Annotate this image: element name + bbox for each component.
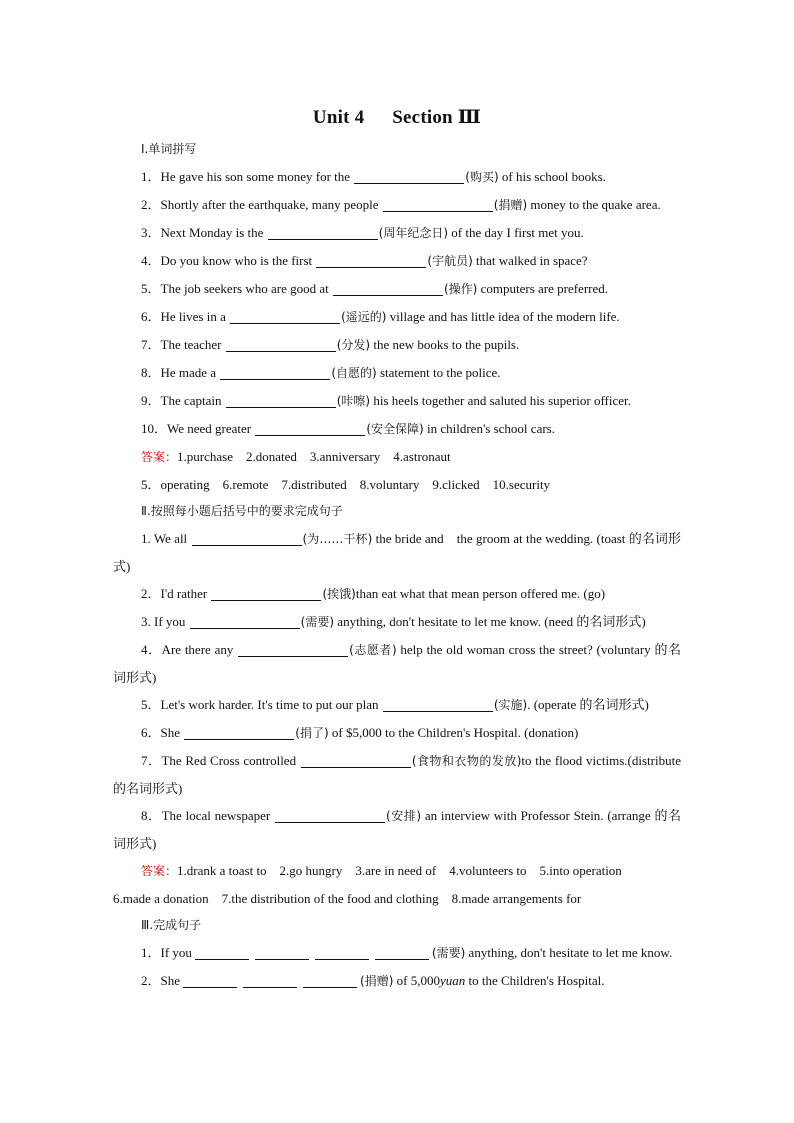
answer-blank[interactable] [238, 642, 348, 657]
unit-label: Unit 4 [312, 107, 365, 128]
part3-heading: Ⅲ.完成句子 [141, 918, 202, 932]
item-text: 8．He made a [141, 365, 220, 380]
item-hint: (安全保障) [366, 422, 424, 436]
answer-blank[interactable] [268, 225, 378, 240]
part3-item-2 [113, 967, 681, 995]
item-hint: (操作) [443, 282, 478, 296]
answer-blank[interactable] [243, 973, 297, 988]
item-text: statement to the police. [376, 365, 501, 380]
part1-item-7 [113, 331, 681, 359]
item-text: 5．The job seekers who are good at [141, 281, 332, 296]
item-hint: (挨饿) [322, 587, 356, 601]
item-text: village and has little idea of the modern life. [386, 309, 620, 324]
item-text: 2．I'd rather [141, 586, 211, 601]
answer-label: 答案： [141, 450, 178, 464]
part2-item-6 [113, 719, 681, 747]
part1-item-3 [113, 219, 681, 247]
part3-item-1 [113, 939, 681, 967]
item-text: anything, don't hesitate to let me know. [465, 945, 673, 960]
item-text: to the Children's Hospital. [465, 973, 605, 988]
part1-item-5 [113, 275, 681, 303]
item-text: his heels together and saluted his superior officer. [370, 393, 631, 408]
item-hint: (捐赠) [493, 198, 528, 212]
item-hint: (食物和衣物的发放) [411, 754, 522, 768]
part2-answer [113, 857, 681, 885]
answer-blank[interactable] [333, 281, 443, 296]
answer-blank[interactable] [230, 309, 340, 324]
part2-item-7 [113, 747, 681, 802]
part2-items [113, 525, 681, 857]
item-hint: (购买) [465, 170, 499, 184]
item-text: of $5,000 to the Children's Hospital. (donation) [328, 725, 579, 740]
answer-text: 1.purchase 2.donated 3.anniversary 4.astronaut [177, 449, 451, 464]
item-text: the bride and the groom at the wedding. (toast 的名词形式) [113, 531, 681, 574]
item-text: 6．He lives in a [141, 309, 230, 324]
answer-blank[interactable] [383, 697, 493, 712]
item-text: 1. We all [141, 531, 191, 546]
part1-item-10 [113, 415, 681, 443]
part2-item-4 [113, 636, 681, 691]
item-text: that walked in space? [472, 253, 588, 268]
answer-blank[interactable] [375, 945, 429, 960]
item-text: . (operate 的名词形式) [527, 697, 649, 712]
item-text: 7．The teacher [141, 337, 225, 352]
item-text: 4．Are there any [141, 642, 238, 657]
item-text: an interview with Professor Stein. (arrange 的名词形式) [113, 808, 681, 851]
item-text: to the flood victims.(distribute 的名词形式) [113, 753, 681, 796]
answer-blank[interactable] [315, 945, 369, 960]
item-hint: (宇航员) [427, 254, 473, 268]
item-hint: (分发) [336, 338, 371, 352]
item-text: than eat what that mean person offered me. (go) [355, 586, 606, 601]
item-hint: (咔嚓) [336, 394, 371, 408]
item-hint: (为……干杯) [302, 532, 373, 546]
answer-blank[interactable] [226, 337, 336, 352]
part2-item-8 [113, 802, 681, 857]
item-text: 6．She [141, 725, 184, 740]
item-text: 3．Next Monday is the [141, 225, 267, 240]
item-hint: (捐了) [295, 726, 329, 740]
item-hint: (安排) [386, 809, 422, 823]
part1-item-6 [113, 303, 681, 331]
item-text: anything, don't hesitate to let me know. (need 的名词形式) [334, 614, 646, 629]
item-text: 3. If you [141, 614, 189, 629]
item-hint: (需要) [431, 946, 466, 960]
item-text: 10．We need greater [141, 421, 255, 436]
answer-blank[interactable] [255, 421, 365, 436]
item-text: 2．She [141, 973, 181, 988]
answer-blank[interactable] [316, 253, 426, 268]
part1-answer-cont: 5．operating 6.remote 7.distributed 8.voluntary 9.clicked 10.security [141, 477, 551, 492]
part1-item-9 [113, 387, 681, 415]
item-text: in children's school cars. [423, 421, 555, 436]
item-hint: (自愿的) [331, 366, 377, 380]
answer-blank[interactable] [383, 197, 493, 212]
answer-blank[interactable] [192, 531, 302, 546]
part2-item-5 [113, 691, 681, 719]
part2-item-2 [113, 580, 681, 608]
item-hint: (捐赠) [360, 974, 394, 988]
item-text: yuan [439, 973, 466, 988]
answer-blank[interactable] [255, 945, 309, 960]
section-label: Section Ⅲ [392, 107, 482, 128]
item-text: 1．He gave his son some money for the [141, 169, 354, 184]
item-hint: (周年纪念日) [378, 226, 449, 240]
worksheet-body [113, 136, 681, 995]
answer-blank[interactable] [183, 973, 237, 988]
item-text: 4．Do you know who is the first [141, 253, 316, 268]
item-hint: (需要) [300, 615, 335, 629]
answer-blank[interactable] [226, 393, 336, 408]
answer-blank[interactable] [303, 973, 357, 988]
part2-answer-cont: 6.made a donation 7.the distribution of the food and clothing 8.made arrangements for [113, 891, 582, 906]
part1-answer [113, 443, 681, 471]
answer-blank[interactable] [195, 945, 249, 960]
part2-heading: Ⅱ.按照每小题后括号中的要求完成句子 [141, 504, 343, 518]
answer-blank[interactable] [220, 365, 330, 380]
answer-blank[interactable] [211, 586, 321, 601]
item-text: 9．The captain [141, 393, 225, 408]
answer-text: 1.drank a toast to 2.go hungry 3.are in need of 4.volunteers to 5.into operation [177, 863, 622, 878]
answer-blank[interactable] [184, 725, 294, 740]
item-text: the new books to the pupils. [370, 337, 520, 352]
part1-heading: Ⅰ.单词拼写 [141, 142, 197, 156]
answer-blank[interactable] [275, 808, 385, 823]
item-text: computers are preferred. [477, 281, 609, 296]
item-text: 7．The Red Cross controlled [141, 753, 300, 768]
item-text: help the old woman cross the street? (voluntary 的名词形式) [113, 642, 681, 685]
part1-item-1 [113, 163, 681, 191]
item-text: 1．If you [141, 945, 192, 960]
item-text: 8．The local newspaper [141, 808, 275, 823]
part1-items [113, 163, 681, 443]
part1-item-8 [113, 359, 681, 387]
item-text: 2．Shortly after the earthquake, many people [141, 197, 382, 212]
item-text: of 5,000 [393, 973, 440, 988]
item-hint: (实施) [493, 698, 528, 712]
item-text: of the day I first met you. [448, 225, 584, 240]
part2-item-1 [113, 525, 681, 580]
answer-label: 答案： [141, 864, 178, 878]
item-text: of his school books. [498, 169, 606, 184]
item-text: money to the quake area. [527, 197, 661, 212]
answer-blank[interactable] [190, 614, 300, 629]
item-hint: (遥远的) [341, 310, 387, 324]
item-hint: (志愿者) [349, 643, 397, 657]
part2-item-3 [113, 608, 681, 636]
item-text: 5．Let's work harder. It's time to put our plan [141, 697, 382, 712]
answer-blank[interactable] [354, 169, 464, 184]
answer-blank[interactable] [301, 753, 411, 768]
part1-item-2 [113, 191, 681, 219]
page-title [0, 106, 794, 129]
part1-item-4 [113, 247, 681, 275]
